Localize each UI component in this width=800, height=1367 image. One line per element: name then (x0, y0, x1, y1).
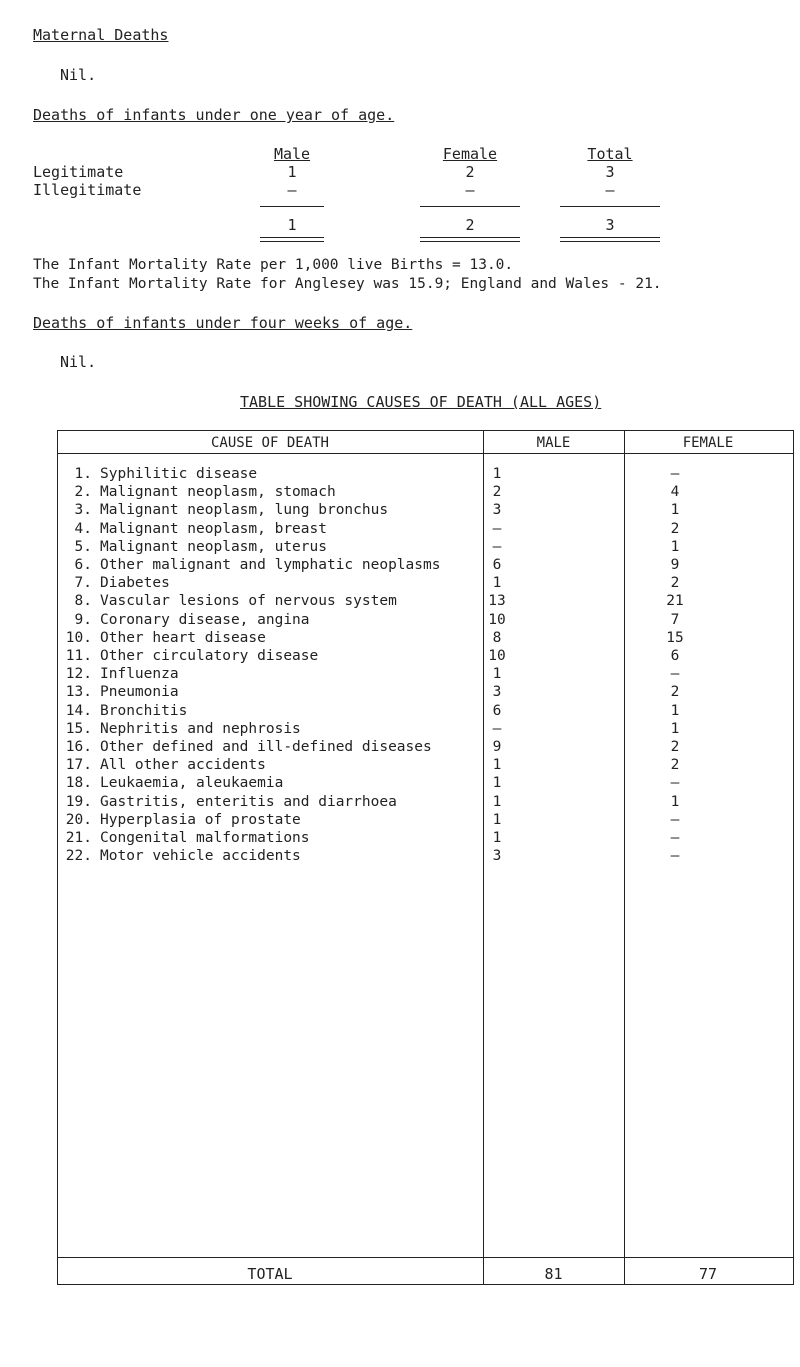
cause-label: Hyperplasia of prostate (100, 811, 301, 828)
table-row (60, 575, 790, 593)
table-row (60, 830, 790, 848)
cause-female-count: 7 (670, 611, 680, 628)
table-row (60, 630, 790, 648)
total-double-rule-female (420, 237, 520, 242)
cause-label: Leukaemia, aleukaemia (100, 775, 284, 792)
cause-number: 9. (74, 611, 92, 628)
maternal-deaths-heading: Maternal Deaths (33, 26, 169, 44)
cause-male-count: 3 (492, 684, 502, 701)
table-row (60, 775, 790, 793)
subtotal-rule-female (420, 206, 520, 207)
total-female: 77 (698, 1265, 718, 1283)
cause-male-count: 1 (492, 466, 502, 482)
anglesey-rate-line: The Infant Mortality Rate for Anglesey was 15.9; England and Wales - 21. (33, 276, 662, 292)
cause-female-count: 2 (670, 739, 680, 755)
cause-male-count: 1 (492, 830, 502, 846)
table-row (60, 757, 790, 775)
cause-number: 7. (74, 575, 92, 592)
cause-number: 12. (65, 666, 92, 683)
cause-label: Malignant neoplasm, lung bronchus (100, 502, 389, 519)
cause-male-count: 6 (492, 702, 502, 719)
cause-female-count: 15 (666, 629, 684, 646)
cause-number: 1. (74, 466, 92, 482)
subtotal-rule-male (260, 206, 324, 207)
cause-label: Vascular lesions of nervous system (100, 593, 397, 610)
cause-label: Congenital malformations (100, 830, 310, 846)
cause-number: 22. (65, 848, 92, 865)
cause-female-count: – (670, 811, 680, 828)
cause-label: Malignant neoplasm, stomach (100, 484, 336, 501)
cause-label: Nephritis and nephrosis (100, 720, 301, 737)
cause-label: Gastritis, enteritis and diarrhoea (100, 793, 397, 810)
cause-female-count: 9 (670, 557, 680, 573)
total-double-rule-total (560, 237, 660, 242)
cause-label: Other malignant and lymphatic neoplasms (100, 557, 441, 573)
cause-female-count: 21 (666, 593, 684, 610)
causes-table-title: TABLE SHOWING CAUSES OF DEATH (ALL AGES) (240, 393, 602, 411)
cause-female-count: – (670, 775, 680, 792)
table-row (60, 648, 790, 666)
cause-female-count: 1 (670, 720, 680, 737)
total-double-rule-male (260, 237, 324, 242)
table-row (60, 521, 790, 539)
legitimate-female: 2 (465, 163, 475, 181)
cause-male-count: 1 (492, 811, 502, 828)
cause-female-count: 1 (670, 502, 680, 519)
cause-label: Malignant neoplasm, breast (100, 520, 327, 537)
cause-female-count: – (670, 830, 680, 846)
header-rule (57, 453, 793, 454)
infant-deaths-heading: Deaths of infants under one year of age. (33, 106, 395, 124)
table-row (60, 794, 790, 812)
cause-number: 19. (65, 793, 92, 810)
cause-label: Malignant neoplasm, uterus (100, 538, 327, 555)
table-row (60, 593, 790, 611)
table-row (60, 848, 790, 866)
cause-number: 17. (65, 757, 92, 774)
illegitimate-female: – (465, 181, 475, 199)
table-row (60, 721, 790, 739)
table-row (60, 703, 790, 721)
cause-female-count: 6 (670, 648, 680, 664)
cause-male-count: 3 (492, 502, 502, 519)
cause-male-count: 1 (492, 575, 502, 592)
cause-label: Bronchitis (100, 702, 188, 719)
cause-number: 15. (65, 720, 92, 737)
cause-female-count: 2 (670, 757, 680, 774)
cause-female-count: – (670, 848, 680, 865)
cause-male-count: 3 (492, 848, 502, 865)
cause-label: Other circulatory disease (100, 648, 319, 664)
cause-female-count: 1 (670, 702, 680, 719)
total-rule (57, 1257, 793, 1258)
cause-number: 11. (65, 648, 92, 664)
cause-number: 3. (74, 502, 92, 519)
cause-number: 10. (65, 629, 92, 646)
cause-label: Influenza (100, 666, 179, 683)
table-row (60, 466, 790, 484)
infant-total-male: 1 (287, 216, 297, 234)
cause-label: Motor vehicle accidents (100, 848, 301, 865)
four-weeks-heading: Deaths of infants under four weeks of age. (33, 314, 413, 332)
table-row (60, 484, 790, 502)
cause-number: 4. (74, 520, 92, 537)
cause-number: 2. (74, 484, 92, 501)
cause-male-count: 6 (492, 557, 502, 573)
cause-label: All other accidents (100, 757, 266, 774)
cause-label: Other defined and ill-defined diseases (100, 739, 432, 755)
col-header-female: Female (442, 145, 498, 163)
cause-label: Syphilitic disease (100, 466, 258, 482)
four-weeks-value: Nil. (60, 353, 97, 371)
table-row (60, 557, 790, 575)
table-row (60, 684, 790, 702)
cause-male-count: 9 (492, 739, 502, 755)
cause-male-count: 8 (492, 629, 502, 646)
row-label-illegitimate: Illegitimate (33, 181, 142, 199)
cause-male-count: 2 (492, 484, 502, 501)
legitimate-total: 3 (605, 163, 615, 181)
cause-male-count: – (492, 720, 502, 737)
illegitimate-total: – (605, 181, 615, 199)
cause-male-count: 1 (492, 666, 502, 683)
legitimate-male: 1 (287, 163, 297, 181)
row-label-legitimate: Legitimate (33, 163, 124, 181)
total-male: 81 (544, 1265, 563, 1283)
cause-female-count: 2 (670, 520, 680, 537)
col-header-male: Male (273, 145, 311, 163)
cause-male-count: 1 (492, 757, 502, 774)
cause-female-count: 2 (670, 575, 680, 592)
cause-female-count: 1 (670, 538, 680, 555)
table-row (60, 539, 790, 557)
header-female: FEMALE (682, 435, 734, 451)
infant-mortality-rate-line: The Infant Mortality Rate per 1,000 live Births = 13.0. (33, 257, 514, 273)
cause-male-count: – (492, 520, 502, 537)
cause-male-count: 1 (492, 793, 502, 810)
cause-number: 13. (65, 684, 92, 701)
total-label: TOTAL (247, 1265, 293, 1283)
cause-male-count: 1 (492, 775, 502, 792)
cause-number: 16. (65, 739, 92, 755)
table-row (60, 739, 790, 757)
col-header-total: Total (587, 145, 633, 163)
cause-female-count: – (670, 666, 680, 683)
cause-male-count: 10 (488, 648, 506, 664)
cause-female-count: – (670, 466, 680, 482)
cause-male-count: 10 (488, 611, 506, 628)
header-male: MALE (536, 435, 571, 451)
maternal-deaths-value: Nil. (60, 66, 97, 84)
cause-number: 14. (65, 702, 92, 719)
cause-number: 6. (74, 557, 92, 573)
cause-label: Diabetes (100, 575, 170, 592)
cause-female-count: 4 (670, 484, 680, 501)
subtotal-rule-total (560, 206, 660, 207)
cause-number: 8. (74, 593, 92, 610)
cause-female-count: 1 (670, 793, 680, 810)
table-row (60, 502, 790, 520)
cause-number: 20. (65, 811, 92, 828)
cause-label: Other heart disease (100, 629, 266, 646)
table-row (60, 812, 790, 830)
cause-number: 18. (65, 775, 92, 792)
cause-label: Pneumonia (100, 684, 179, 701)
cause-number: 21. (65, 830, 92, 846)
infant-total-total: 3 (605, 216, 615, 234)
cause-number: 5. (74, 538, 92, 555)
infant-total-female: 2 (465, 216, 475, 234)
cause-male-count: – (492, 538, 502, 555)
table-row (60, 612, 790, 630)
illegitimate-male: – (287, 181, 297, 199)
header-cause: CAUSE OF DEATH (210, 435, 329, 451)
cause-label: Coronary disease, angina (100, 611, 310, 628)
table-row (60, 666, 790, 684)
cause-female-count: 2 (670, 684, 680, 701)
cause-male-count: 13 (488, 593, 506, 610)
